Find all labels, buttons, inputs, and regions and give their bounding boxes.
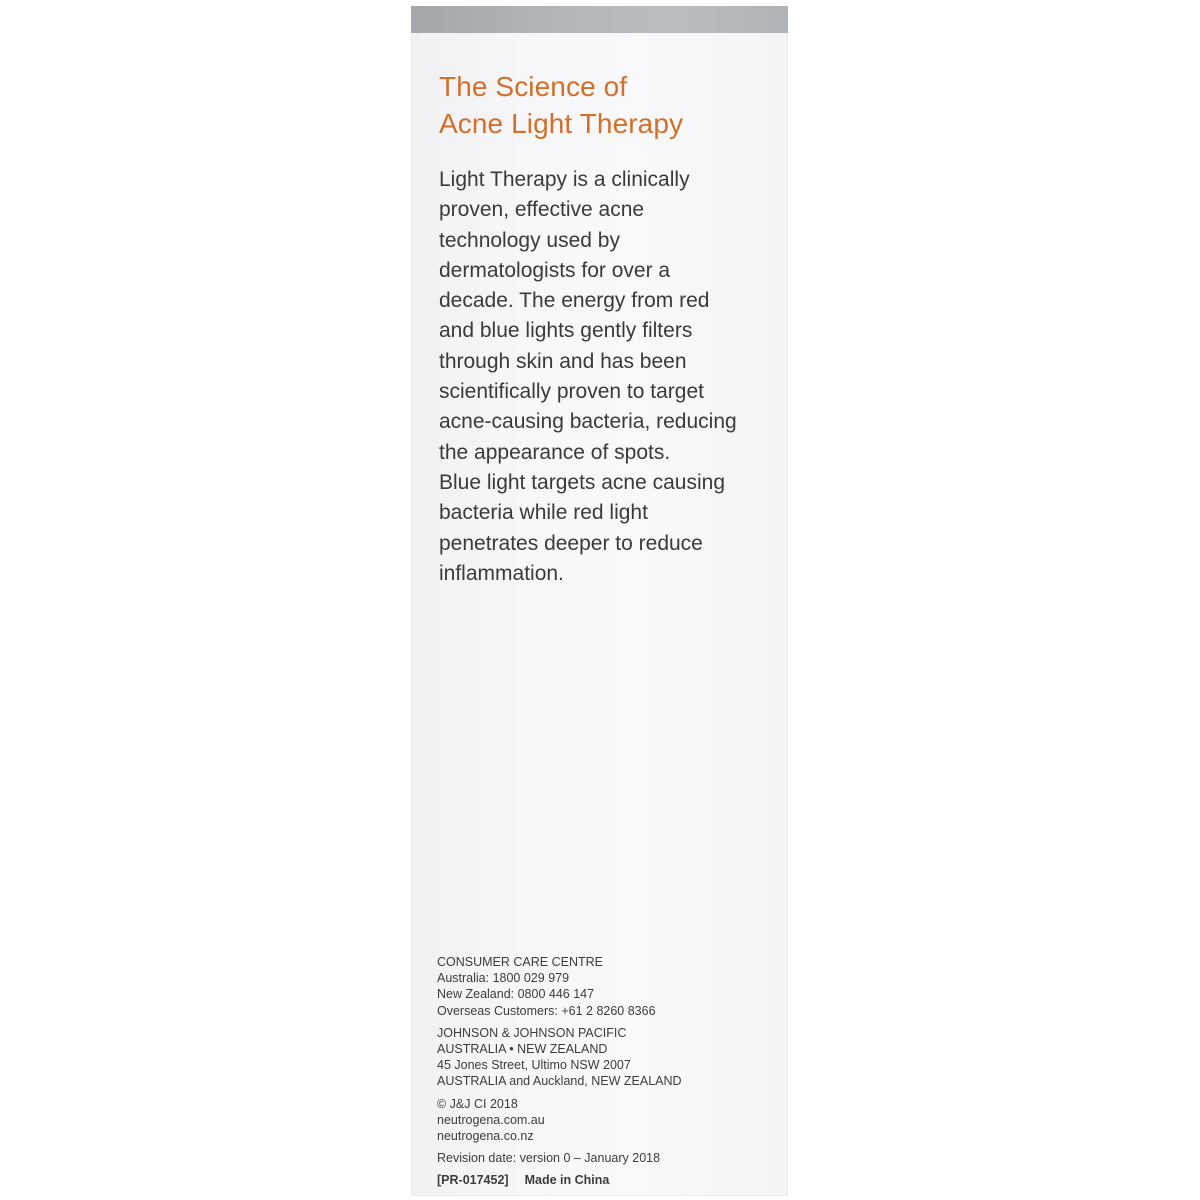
description-line: bacteria while red light bbox=[439, 501, 648, 525]
copyright-block bbox=[437, 1096, 782, 1145]
top-silver-band bbox=[411, 6, 788, 33]
revision-date: Revision date: version 0 – January 2018 bbox=[437, 1151, 661, 1166]
product-code-row bbox=[437, 1172, 782, 1188]
website-nz: neutrogena.co.nz bbox=[437, 1129, 534, 1144]
footer-info bbox=[437, 954, 782, 1189]
product-code: [PR-017452] bbox=[437, 1173, 509, 1188]
phone-australia: Australia: 1800 029 979 bbox=[437, 971, 570, 986]
website-au: neutrogena.com.au bbox=[437, 1112, 545, 1127]
phone-overseas: Overseas Customers: +61 2 8260 8366 bbox=[437, 1003, 656, 1018]
heading-line: The Science of bbox=[439, 71, 628, 102]
description-line: Light Therapy is a clinically bbox=[439, 168, 690, 191]
consumer-care-title: CONSUMER CARE CENTRE bbox=[437, 955, 603, 969]
copyright-text: © J&J CI 2018 bbox=[437, 1096, 518, 1111]
company-street: 45 Jones Street, Ultimo NSW 2007 bbox=[437, 1058, 631, 1073]
description-line: scientifically proven to target bbox=[439, 380, 704, 404]
company-name: JOHNSON & JOHNSON PACIFIC bbox=[437, 1025, 627, 1040]
description-line: technology used by bbox=[439, 228, 620, 252]
product-box-panel bbox=[411, 6, 788, 1196]
company-region: AUSTRALIA • NEW ZEALAND bbox=[437, 1042, 608, 1057]
revision-block bbox=[437, 1150, 782, 1166]
company-address-block bbox=[437, 1025, 782, 1090]
description-line: acne-causing bacteria, reducing bbox=[439, 410, 737, 434]
description-line: and blue lights gently filters bbox=[439, 319, 693, 343]
description-line: penetrates deeper to reduce bbox=[439, 531, 703, 555]
heading-line: Acne Light Therapy bbox=[439, 108, 684, 139]
heading bbox=[439, 68, 779, 142]
description-line: decade. The energy from red bbox=[439, 289, 710, 313]
description-line: the appearance of spots. bbox=[439, 440, 671, 464]
description-line: dermatologists for over a bbox=[439, 258, 671, 282]
description-paragraph bbox=[439, 165, 784, 589]
description-line: inflammation. bbox=[439, 561, 564, 585]
description-line: Blue light targets acne causing bbox=[439, 470, 726, 494]
country-of-origin: Made in China bbox=[524, 1173, 610, 1188]
description-line: proven, effective acne bbox=[439, 198, 645, 222]
phone-new-zealand: New Zealand: 0800 446 147 bbox=[437, 987, 595, 1002]
consumer-care-block bbox=[437, 954, 782, 1019]
company-city: AUSTRALIA and Auckland, NEW ZEALAND bbox=[437, 1074, 682, 1089]
description-line: through skin and has been bbox=[439, 349, 687, 373]
